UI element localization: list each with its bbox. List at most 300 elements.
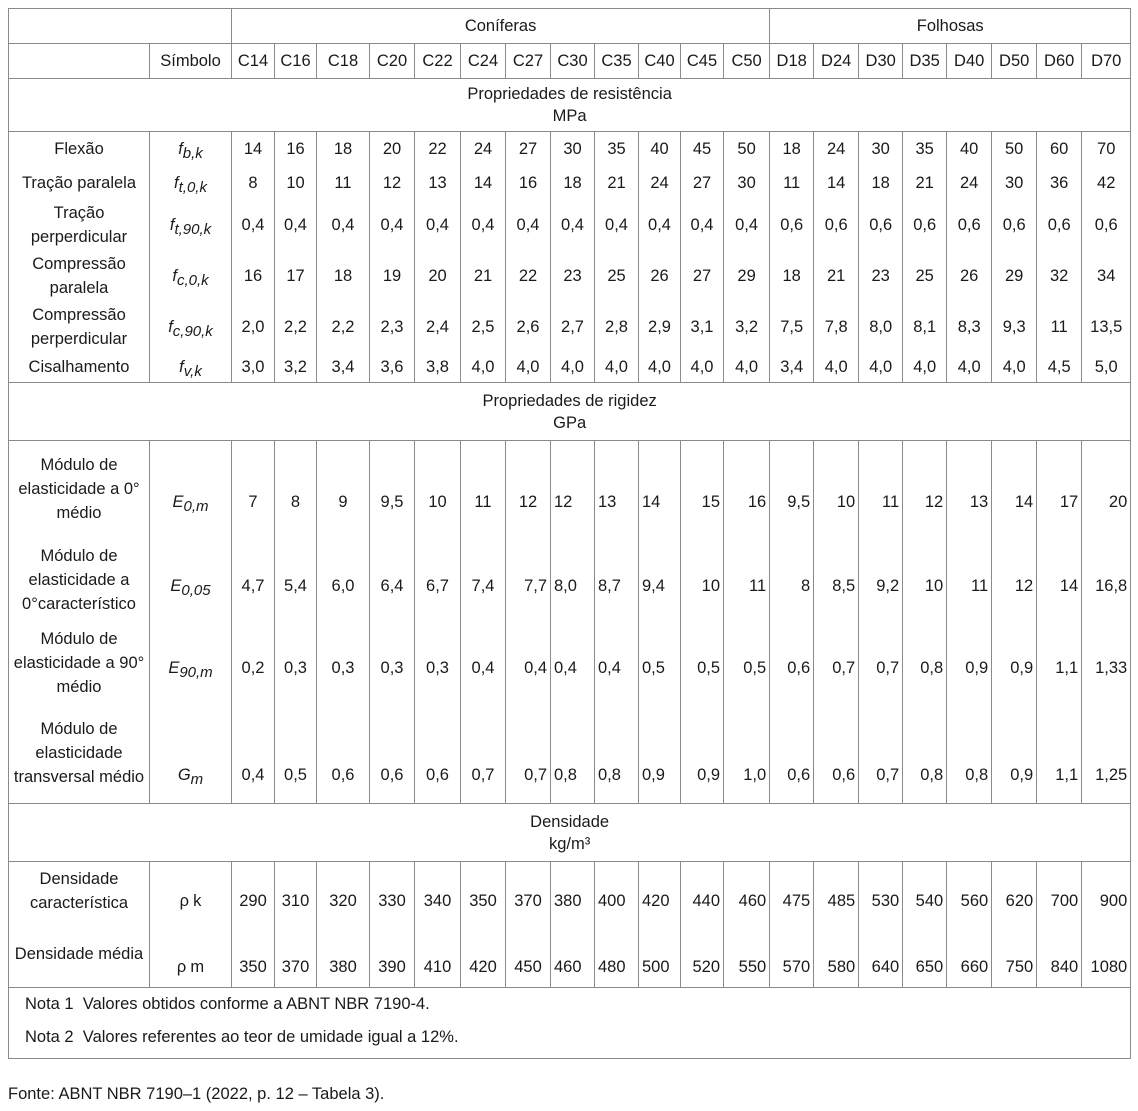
value-cell-d70: 1,25	[1082, 704, 1131, 804]
value-cell-c20: 390	[370, 921, 415, 988]
value-cell-c24: 0,4	[461, 200, 506, 251]
value-cell-d60: 0,6	[1037, 200, 1082, 251]
value-cell-c22: 410	[415, 921, 461, 988]
section-header-row	[9, 79, 1131, 132]
value-cell-d24: 7,8	[814, 302, 859, 353]
value-cell-c16: 16	[275, 132, 317, 167]
property-label: Módulo de elasticidade a 0°característico	[9, 538, 150, 622]
value-cell-c14: 0,4	[232, 704, 275, 804]
property-label: Flexão	[9, 132, 150, 167]
value-cell-d60: 14	[1037, 538, 1082, 622]
value-cell-c20: 9,5	[370, 441, 415, 538]
value-cell-d18: 7,5	[770, 302, 814, 353]
value-cell-c40: 0,9	[639, 704, 681, 804]
note-2: Nota 2 Valores referentes ao teor de umidade igual a 12%.	[25, 1028, 459, 1046]
property-symbol	[150, 302, 232, 353]
value-cell-d35: 540	[903, 862, 947, 921]
property-row	[9, 302, 1131, 353]
value-cell-c14: 290	[232, 862, 275, 921]
value-cell-d50: 0,9	[992, 622, 1037, 704]
symbol-subscript: c,90,k	[172, 322, 213, 340]
value-cell-c20: 2,3	[370, 302, 415, 353]
value-cell-c20: 330	[370, 862, 415, 921]
value-cell-c40: 40	[639, 132, 681, 167]
symbol-base: G	[177, 766, 191, 784]
property-symbol	[150, 167, 232, 200]
value-cell-c35: 8,7	[595, 538, 639, 622]
value-cell-c45: 27	[681, 251, 724, 302]
value-cell-d30: 0,7	[859, 622, 903, 704]
symbol-subscript: 0,m	[183, 497, 209, 515]
value-cell-d40: 40	[947, 132, 992, 167]
value-cell-d18: 11	[770, 167, 814, 200]
group-header-row	[9, 9, 1131, 44]
value-cell-c35: 35	[595, 132, 639, 167]
symbol-subscript: 0,05	[181, 581, 211, 599]
value-cell-d50: 0,9	[992, 704, 1037, 804]
value-cell-c14: 16	[232, 251, 275, 302]
value-cell-d35: 650	[903, 921, 947, 988]
value-cell-d50: 14	[992, 441, 1037, 538]
value-cell-c35: 13	[595, 441, 639, 538]
value-cell-d24: 580	[814, 921, 859, 988]
value-cell-c45: 440	[681, 862, 724, 921]
symbol-base: f	[179, 357, 184, 376]
group-header-folhosas: Folhosas	[770, 9, 1131, 44]
value-cell-d35: 0,6	[903, 200, 947, 251]
property-label: Módulo de elasticidade transversal médio	[9, 704, 150, 804]
property-row	[9, 167, 1131, 200]
class-header-c14: C14	[232, 44, 275, 79]
value-cell-d50: 0,6	[992, 200, 1037, 251]
class-header-d18: D18	[770, 44, 814, 79]
value-cell-d24: 24	[814, 132, 859, 167]
value-cell-c35: 2,8	[595, 302, 639, 353]
property-symbol	[150, 132, 232, 167]
value-cell-c14: 7	[232, 441, 275, 538]
symbol-base: f	[178, 139, 183, 158]
property-symbol	[150, 251, 232, 302]
value-cell-c18: 18	[317, 251, 370, 302]
value-cell-c40: 500	[639, 921, 681, 988]
value-cell-c30: 12	[551, 441, 595, 538]
value-cell-d18: 0,6	[770, 704, 814, 804]
value-cell-d70: 0,6	[1082, 200, 1131, 251]
value-cell-d50: 750	[992, 921, 1037, 988]
value-cell-c40: 9,4	[639, 538, 681, 622]
class-header-d30: D30	[859, 44, 903, 79]
property-symbol	[150, 538, 232, 622]
value-cell-d40: 8,3	[947, 302, 992, 353]
value-cell-d60: 4,5	[1037, 353, 1082, 383]
value-cell-c30: 0,4	[551, 200, 595, 251]
property-label: Módulo de elasticidade a 0° médio	[9, 441, 150, 538]
symbol-base: E	[172, 492, 184, 511]
value-cell-c24: 2,5	[461, 302, 506, 353]
value-cell-d40: 11	[947, 538, 992, 622]
value-cell-d40: 0,8	[947, 704, 992, 804]
symbol-base: f	[174, 173, 179, 192]
value-cell-d70: 1080	[1082, 921, 1131, 988]
value-cell-c35: 21	[595, 167, 639, 200]
value-cell-d70: 16,8	[1082, 538, 1131, 622]
value-cell-c30: 0,4	[551, 622, 595, 704]
value-cell-d24: 485	[814, 862, 859, 921]
symbol-subscript: 90,m	[179, 663, 213, 681]
value-cell-c45: 10	[681, 538, 724, 622]
value-cell-d24: 0,6	[814, 704, 859, 804]
value-cell-c45: 0,9	[681, 704, 724, 804]
value-cell-d24: 10	[814, 441, 859, 538]
value-cell-c45: 4,0	[681, 353, 724, 383]
value-cell-d18: 3,4	[770, 353, 814, 383]
notes-cell	[9, 988, 1131, 1059]
value-cell-d30: 8,0	[859, 302, 903, 353]
symbol-subscript: t,90,k	[174, 220, 212, 238]
value-cell-c50: 0,5	[724, 622, 770, 704]
group-header-coniferas: Coníferas	[232, 9, 770, 44]
value-cell-c45: 3,1	[681, 302, 724, 353]
value-cell-d60: 17	[1037, 441, 1082, 538]
value-cell-c18: 0,4	[317, 200, 370, 251]
value-cell-d18: 9,5	[770, 441, 814, 538]
value-cell-c16: 2,2	[275, 302, 317, 353]
value-cell-c27: 7,7	[506, 538, 551, 622]
class-header-c20: C20	[370, 44, 415, 79]
value-cell-d30: 18	[859, 167, 903, 200]
note-1: Nota 1 Valores obtidos conforme a ABNT NBR 7190-4.	[25, 995, 430, 1013]
property-row	[9, 704, 1131, 804]
value-cell-d70: 34	[1082, 251, 1131, 302]
value-cell-c50: 3,2	[724, 302, 770, 353]
value-cell-c16: 17	[275, 251, 317, 302]
value-cell-d35: 8,1	[903, 302, 947, 353]
class-header-c18: C18	[317, 44, 370, 79]
symbol-base: ρ	[176, 958, 187, 976]
value-cell-c24: 21	[461, 251, 506, 302]
value-cell-c27: 0,7	[506, 704, 551, 804]
value-cell-c20: 0,6	[370, 704, 415, 804]
symbol-base: f	[168, 317, 173, 336]
property-label: Densidade característica	[9, 862, 150, 921]
wood-strength-classes-table	[8, 8, 1131, 1059]
source-citation: Fonte: ABNT NBR 7190–1 (2022, p. 12 – Tabela 3).	[8, 1085, 385, 1103]
property-label: Cisalhamento	[9, 353, 150, 383]
property-row	[9, 862, 1131, 921]
value-cell-c18: 320	[317, 862, 370, 921]
property-symbol	[150, 200, 232, 251]
value-cell-d70: 13,5	[1082, 302, 1131, 353]
value-cell-d60: 11	[1037, 302, 1082, 353]
value-cell-c50: 30	[724, 167, 770, 200]
section-header	[9, 804, 1131, 862]
value-cell-c22: 0,6	[415, 704, 461, 804]
value-cell-c20: 12	[370, 167, 415, 200]
value-cell-d40: 24	[947, 167, 992, 200]
value-cell-c14: 0,4	[232, 200, 275, 251]
value-cell-c45: 45	[681, 132, 724, 167]
class-header-d50: D50	[992, 44, 1037, 79]
value-cell-c27: 0,4	[506, 200, 551, 251]
value-cell-c27: 12	[506, 441, 551, 538]
value-cell-c45: 0,5	[681, 622, 724, 704]
value-cell-c24: 0,4	[461, 622, 506, 704]
class-header-d70: D70	[1082, 44, 1131, 79]
value-cell-c30: 460	[551, 921, 595, 988]
value-cell-c40: 0,5	[639, 622, 681, 704]
value-cell-d18: 570	[770, 921, 814, 988]
section-unit: GPa	[553, 413, 587, 432]
value-cell-d50: 9,3	[992, 302, 1037, 353]
value-cell-d40: 0,6	[947, 200, 992, 251]
value-cell-c35: 400	[595, 862, 639, 921]
class-header-c16: C16	[275, 44, 317, 79]
value-cell-c16: 0,5	[275, 704, 317, 804]
value-cell-d18: 0,6	[770, 200, 814, 251]
value-cell-c22: 13	[415, 167, 461, 200]
symbol-subscript: b,k	[182, 144, 203, 162]
value-cell-c22: 0,4	[415, 200, 461, 251]
value-cell-c40: 24	[639, 167, 681, 200]
value-cell-d70: 70	[1082, 132, 1131, 167]
value-cell-d18: 18	[770, 132, 814, 167]
symbol-base: E	[168, 658, 180, 677]
value-cell-c24: 4,0	[461, 353, 506, 383]
value-cell-d30: 23	[859, 251, 903, 302]
value-cell-d50: 12	[992, 538, 1037, 622]
value-cell-d40: 13	[947, 441, 992, 538]
value-cell-d60: 36	[1037, 167, 1082, 200]
value-cell-d18: 0,6	[770, 622, 814, 704]
value-cell-c30: 8,0	[551, 538, 595, 622]
value-cell-c50: 11	[724, 538, 770, 622]
notes-row	[9, 988, 1131, 1059]
symbol-subscript: m	[190, 771, 204, 788]
value-cell-c14: 4,7	[232, 538, 275, 622]
value-cell-c18: 380	[317, 921, 370, 988]
value-cell-c35: 0,8	[595, 704, 639, 804]
value-cell-d60: 1,1	[1037, 704, 1082, 804]
symbol-subscript: k	[193, 891, 202, 910]
value-cell-c14: 2,0	[232, 302, 275, 353]
value-cell-c27: 2,6	[506, 302, 551, 353]
property-row	[9, 132, 1131, 167]
property-label: Densidade média	[9, 921, 150, 988]
value-cell-d40: 560	[947, 862, 992, 921]
value-cell-c27: 450	[506, 921, 551, 988]
class-header-c50: C50	[724, 44, 770, 79]
symbol-base: f	[172, 266, 177, 285]
value-cell-c24: 7,4	[461, 538, 506, 622]
value-cell-c20: 19	[370, 251, 415, 302]
property-label: Módulo de elasticidade a 90° médio	[9, 622, 150, 704]
value-cell-c22: 10	[415, 441, 461, 538]
value-cell-c14: 14	[232, 132, 275, 167]
value-cell-c22: 6,7	[415, 538, 461, 622]
value-cell-c45: 0,4	[681, 200, 724, 251]
value-cell-d24: 4,0	[814, 353, 859, 383]
value-cell-d70: 42	[1082, 167, 1131, 200]
value-cell-c45: 27	[681, 167, 724, 200]
value-cell-c18: 6,0	[317, 538, 370, 622]
value-cell-d50: 620	[992, 862, 1037, 921]
value-cell-c40: 2,9	[639, 302, 681, 353]
value-cell-d70: 900	[1082, 862, 1131, 921]
value-cell-d30: 30	[859, 132, 903, 167]
property-row	[9, 200, 1131, 251]
value-cell-c50: 29	[724, 251, 770, 302]
value-cell-c50: 550	[724, 921, 770, 988]
value-cell-d24: 0,7	[814, 622, 859, 704]
value-cell-c20: 6,4	[370, 538, 415, 622]
value-cell-c30: 0,8	[551, 704, 595, 804]
value-cell-c16: 0,4	[275, 200, 317, 251]
value-cell-c16: 370	[275, 921, 317, 988]
value-cell-c14: 350	[232, 921, 275, 988]
value-cell-c16: 5,4	[275, 538, 317, 622]
property-symbol	[150, 862, 232, 921]
value-cell-c16: 310	[275, 862, 317, 921]
value-cell-c18: 11	[317, 167, 370, 200]
value-cell-c24: 11	[461, 441, 506, 538]
value-cell-c24: 420	[461, 921, 506, 988]
value-cell-d18: 8	[770, 538, 814, 622]
empty-corner-cell	[9, 9, 232, 44]
value-cell-d50: 50	[992, 132, 1037, 167]
property-row	[9, 353, 1131, 383]
value-cell-d60: 32	[1037, 251, 1082, 302]
value-cell-c22: 22	[415, 132, 461, 167]
value-cell-d30: 0,7	[859, 704, 903, 804]
property-symbol	[150, 704, 232, 804]
value-cell-c30: 30	[551, 132, 595, 167]
section-header-row	[9, 383, 1131, 441]
value-cell-d35: 0,8	[903, 622, 947, 704]
class-header-row	[9, 44, 1131, 79]
value-cell-c24: 0,7	[461, 704, 506, 804]
value-cell-d70: 20	[1082, 441, 1131, 538]
value-cell-d40: 660	[947, 921, 992, 988]
symbol-base: ρ	[179, 891, 190, 910]
value-cell-d70: 5,0	[1082, 353, 1131, 383]
value-cell-c18: 3,4	[317, 353, 370, 383]
value-cell-d40: 4,0	[947, 353, 992, 383]
section-header	[9, 79, 1131, 132]
section-title: Propriedades de resistência	[467, 85, 672, 103]
value-cell-c30: 2,7	[551, 302, 595, 353]
value-cell-c18: 2,2	[317, 302, 370, 353]
value-cell-d35: 25	[903, 251, 947, 302]
value-cell-d40: 26	[947, 251, 992, 302]
value-cell-c18: 0,6	[317, 704, 370, 804]
value-cell-c40: 0,4	[639, 200, 681, 251]
property-symbol	[150, 441, 232, 538]
value-cell-c30: 4,0	[551, 353, 595, 383]
value-cell-c40: 26	[639, 251, 681, 302]
value-cell-c50: 0,4	[724, 200, 770, 251]
class-header-d35: D35	[903, 44, 947, 79]
value-cell-c35: 480	[595, 921, 639, 988]
section-header-row	[9, 804, 1131, 862]
value-cell-c16: 3,2	[275, 353, 317, 383]
value-cell-c22: 0,3	[415, 622, 461, 704]
value-cell-c22: 20	[415, 251, 461, 302]
property-label: Tração perperdicular	[9, 200, 150, 251]
class-header-c45: C45	[681, 44, 724, 79]
value-cell-c50: 16	[724, 441, 770, 538]
class-header-c40: C40	[639, 44, 681, 79]
symbol-header: Símbolo	[150, 44, 232, 79]
value-cell-d24: 14	[814, 167, 859, 200]
class-header-c22: C22	[415, 44, 461, 79]
empty-label-header	[9, 44, 150, 79]
class-header-d60: D60	[1037, 44, 1082, 79]
value-cell-c40: 4,0	[639, 353, 681, 383]
value-cell-c27: 27	[506, 132, 551, 167]
value-cell-c16: 8	[275, 441, 317, 538]
value-cell-c35: 0,4	[595, 200, 639, 251]
value-cell-d60: 60	[1037, 132, 1082, 167]
value-cell-c45: 520	[681, 921, 724, 988]
value-cell-d35: 10	[903, 538, 947, 622]
value-cell-d40: 0,9	[947, 622, 992, 704]
value-cell-c30: 18	[551, 167, 595, 200]
section-title: Propriedades de rigidez	[482, 391, 657, 410]
value-cell-c27: 22	[506, 251, 551, 302]
property-row	[9, 538, 1131, 622]
class-header-d40: D40	[947, 44, 992, 79]
value-cell-c20: 0,3	[370, 622, 415, 704]
value-cell-c27: 370	[506, 862, 551, 921]
property-row	[9, 622, 1131, 704]
value-cell-d35: 12	[903, 441, 947, 538]
value-cell-c35: 4,0	[595, 353, 639, 383]
property-symbol	[150, 353, 232, 383]
value-cell-c40: 420	[639, 862, 681, 921]
value-cell-d30: 11	[859, 441, 903, 538]
value-cell-d60: 840	[1037, 921, 1082, 988]
value-cell-d50: 29	[992, 251, 1037, 302]
value-cell-c16: 10	[275, 167, 317, 200]
value-cell-c22: 340	[415, 862, 461, 921]
value-cell-c20: 3,6	[370, 353, 415, 383]
property-row	[9, 921, 1131, 988]
value-cell-c18: 9	[317, 441, 370, 538]
value-cell-d35: 21	[903, 167, 947, 200]
section-unit: MPa	[552, 107, 587, 125]
value-cell-c24: 350	[461, 862, 506, 921]
value-cell-d30: 530	[859, 862, 903, 921]
value-cell-d35: 0,8	[903, 704, 947, 804]
value-cell-d30: 640	[859, 921, 903, 988]
class-header-c24: C24	[461, 44, 506, 79]
value-cell-c35: 0,4	[595, 622, 639, 704]
value-cell-d60: 1,1	[1037, 622, 1082, 704]
value-cell-c27: 16	[506, 167, 551, 200]
section-header	[9, 383, 1131, 441]
value-cell-c27: 0,4	[506, 622, 551, 704]
value-cell-c18: 0,3	[317, 622, 370, 704]
value-cell-c18: 18	[317, 132, 370, 167]
value-cell-c45: 15	[681, 441, 724, 538]
value-cell-c24: 24	[461, 132, 506, 167]
value-cell-c24: 14	[461, 167, 506, 200]
property-row	[9, 251, 1131, 302]
property-symbol	[150, 921, 232, 988]
class-header-c35: C35	[595, 44, 639, 79]
section-title: Densidade	[530, 812, 610, 831]
symbol-base: f	[169, 215, 175, 234]
